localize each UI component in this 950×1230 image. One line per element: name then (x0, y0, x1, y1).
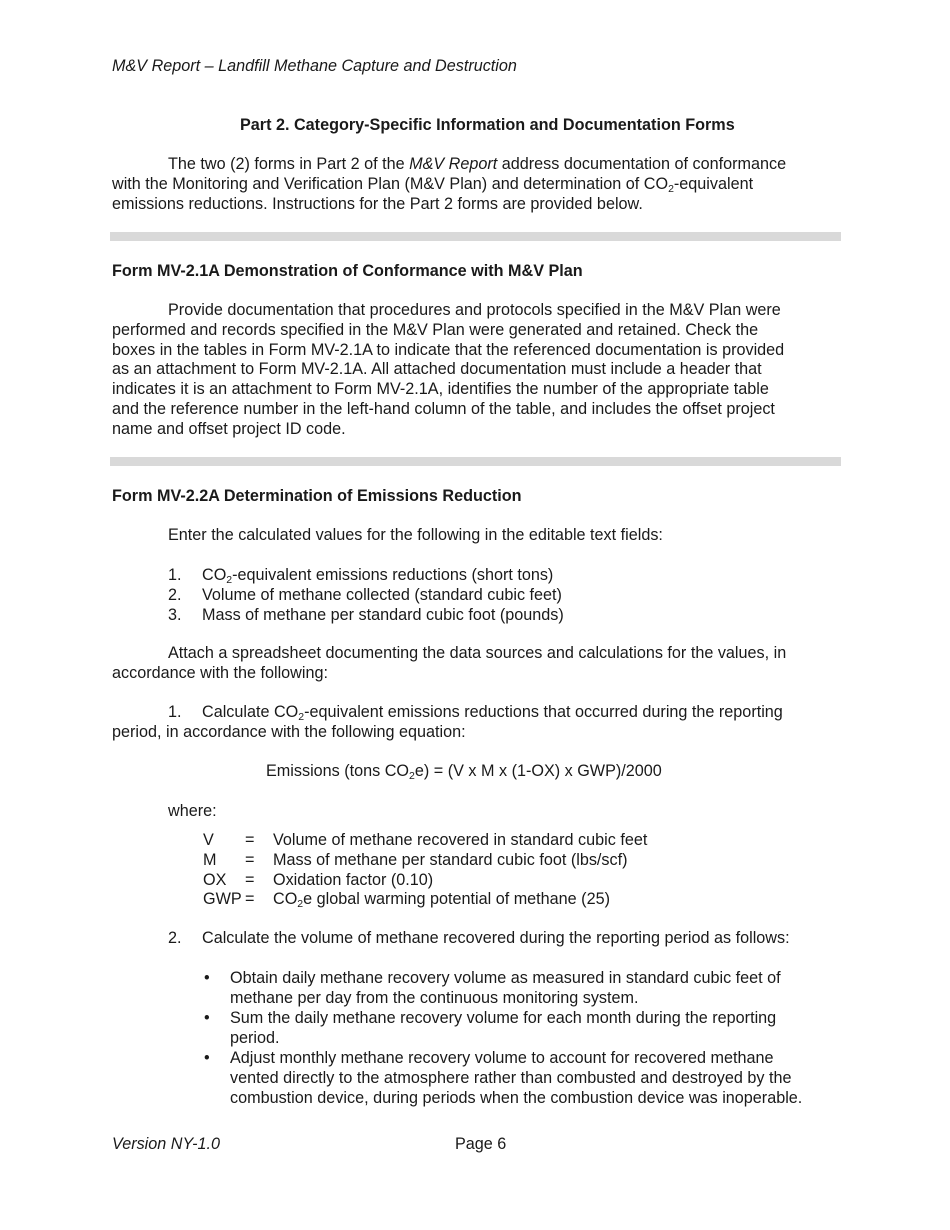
paragraph-line: indicates it is an attachment to Form MV-2.1A, identifies the number of the appropriate table (112, 380, 769, 399)
equation-text: e) = (V x M x (1-OX) x GWP)/2000 (414, 762, 662, 780)
form-a-paragraph (112, 301, 784, 440)
intro-text: emissions reductions. Instructions for the Part 2 forms are provided below. (112, 194, 643, 213)
intro-text: address documentation of conformance (497, 155, 787, 173)
bullet-icon: • (204, 1049, 210, 1067)
intro-paragraph (112, 155, 786, 214)
emissions-equation (266, 762, 662, 782)
bullet-text: vented directly to the atmosphere rather than combusted and destroyed by the (230, 1068, 792, 1087)
equals-sign: = (245, 890, 255, 909)
form-b-intro: Enter the calculated values for the following in the editable text fields: (168, 526, 663, 544)
page-number: Page 6 (455, 1135, 507, 1153)
equals-sign: = (245, 870, 255, 889)
bullet-icon: • (204, 969, 210, 987)
list-item (168, 606, 564, 626)
paragraph-line: name and offset project ID code. (112, 419, 346, 438)
definition-row (203, 890, 647, 910)
list-item (230, 1049, 802, 1108)
subscript: 2 (409, 770, 415, 782)
variable-description: Volume of methane recovered in standard cubic feet (273, 831, 648, 849)
bullet-icon: • (204, 1009, 210, 1027)
list-text: CO (202, 566, 227, 584)
field-list (168, 566, 564, 625)
paragraph-line: Provide documentation that procedures and protocols specified in the M&V Plan were (168, 301, 781, 319)
bullet-text: Obtain daily methane recovery volume as measured in standard cubic feet of (230, 969, 781, 987)
section-divider (110, 457, 841, 466)
step-text: Calculate the volume of methane recovered during the reporting period as follows: (202, 929, 790, 947)
step-text: period, in accordance with the following equation: (112, 722, 466, 741)
bullet-text: period. (230, 1028, 280, 1047)
paragraph-line: boxes in the tables in Form MV-2.1A to indicate that the referenced documentation is provided (112, 340, 785, 359)
attach-paragraph (112, 644, 786, 684)
part-heading: Part 2. Category-Specific Information and Documentation Forms (240, 116, 735, 134)
list-number: 1. (168, 566, 182, 584)
paragraph-line: performed and records specified in the M&V Plan were generated and retained. Check the (112, 320, 759, 339)
intro-text: -equivalent (673, 174, 754, 193)
intro-report-title: M&V Report (409, 155, 498, 173)
list-number: 2. (168, 585, 182, 604)
list-item (230, 1009, 776, 1049)
definition-row (203, 851, 647, 871)
footer-version: Version NY-1.0 (112, 1135, 220, 1153)
form-b-heading: Form MV-2.2A Determination of Emissions Reduction (112, 487, 522, 505)
list-item (230, 969, 781, 1009)
variable-symbol: OX (203, 870, 227, 889)
equals-sign: = (245, 831, 255, 849)
step-number: 2. (168, 929, 182, 947)
variable-definitions (203, 831, 647, 910)
bullet-text: Adjust monthly methane recovery volume to account for recovered methane (230, 1049, 774, 1067)
list-text: Mass of methane per standard cubic foot (pounds) (202, 605, 564, 624)
definition-row (203, 831, 647, 851)
section-divider (110, 232, 841, 241)
variable-symbol: GWP (203, 890, 242, 909)
step-text: Calculate CO (202, 703, 299, 721)
variable-description: e global warming potential of methane (25) (303, 890, 610, 909)
paragraph-line: accordance with the following: (112, 663, 328, 682)
variable-symbol: M (203, 850, 217, 869)
definition-row (203, 871, 647, 891)
bullet-text: combustion device, during periods when the combustion device was inoperable. (230, 1088, 803, 1107)
variable-symbol: V (203, 831, 214, 849)
step-1 (112, 703, 783, 743)
running-header: M&V Report – Landfill Methane Capture and Destruction (112, 57, 517, 75)
subscript: 2 (298, 711, 305, 723)
subscript: 2 (297, 898, 304, 911)
list-text: -equivalent emissions reductions (short tons) (232, 566, 554, 584)
list-item (168, 586, 564, 606)
variable-description: Oxidation factor (0.10) (273, 870, 434, 889)
intro-text: The two (2) forms in Part 2 of the (168, 155, 410, 173)
subscript: 2 (668, 182, 674, 195)
variable-description: Mass of methane per standard cubic foot (lbs/scf) (273, 850, 628, 869)
step-2 (168, 929, 790, 949)
form-a-heading: Form MV-2.1A Demonstration of Conformance with M&V Plan (112, 262, 583, 280)
paragraph-line: and the reference number in the left-hand column of the table, and includes the offset project (112, 399, 775, 418)
step-text: -equivalent emissions reductions that occurred during the reporting (304, 703, 783, 721)
where-label: where: (168, 802, 217, 820)
variable-description: CO (273, 890, 298, 909)
equals-sign: = (245, 850, 255, 869)
list-number: 3. (168, 605, 182, 624)
bullet-text: Sum the daily methane recovery volume for each month during the reporting (230, 1009, 777, 1027)
intro-text: with the Monitoring and Verification Plan (M&V Plan) and determination of CO (112, 174, 669, 193)
step-number: 1. (168, 703, 182, 721)
list-item (168, 566, 564, 586)
paragraph-line: Attach a spreadsheet documenting the data sources and calculations for the values, in (168, 644, 787, 662)
list-text: Volume of methane collected (standard cubic feet) (202, 585, 562, 604)
subscript: 2 (226, 574, 233, 586)
equation-text: Emissions (tons CO (266, 762, 410, 780)
bullet-text: methane per day from the continuous monitoring system. (230, 988, 639, 1007)
paragraph-line: as an attachment to Form MV-2.1A. All attached documentation must include a header that (112, 360, 762, 379)
